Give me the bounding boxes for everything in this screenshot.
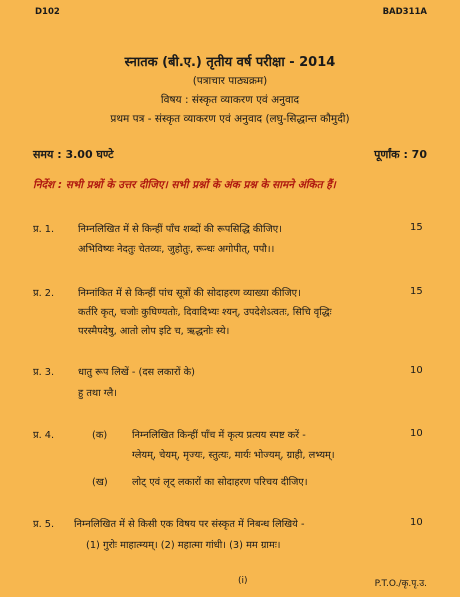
pto-label: P.T.O./कृ.पृ.उ. (374, 579, 427, 589)
page-number: (i) (238, 576, 248, 586)
question-text: (1) गुरोः माहात्म्यम्। (2) महात्मा गांधी। (3) मम ग्रामः। (86, 540, 281, 551)
question-text: धातु रूप लिखें - (दस लकारों के) (78, 367, 195, 378)
part-label: (ख) (92, 477, 108, 488)
question-text: कर्तरि कृत्, चजोः कुघिण्यतोः, दिवादिभ्यः श्यन्, उपदेशेऽत्वतः, सिचि वृद्धिः (78, 307, 332, 318)
paper-code-left: D102 (35, 7, 60, 17)
question-text: निम्नांकित में से किन्हीं पांच सूत्रों की सोदाहरण व्याख्या कीजिए। (78, 288, 301, 299)
question-number: प्र. 4. (33, 430, 55, 441)
question-marks: 10 (410, 365, 423, 376)
question-text: निम्नलिखित किन्हीं पाँच में कृत्य प्रत्यय स्पष्ट करें - (132, 430, 306, 441)
question-text: लोट् एवं लृट् लकारों का सोदाहरण परिचय दीजिए। (132, 477, 308, 488)
question-marks: 15 (410, 222, 423, 233)
exam-paper: प्रथम पत्र - संस्कृत व्याकरण एवं अनुवाद (लघु-सिद्धान्त कौमुदी) (110, 113, 350, 125)
exam-max-marks: पूर्णांक : 70 (374, 148, 427, 161)
question-text: अभिविष्यः नेदतुः चेतव्यः, जुहोतुः, रून्धः अगोपीत्, पपौ।। (78, 244, 275, 255)
question-marks: 10 (410, 517, 423, 528)
question-text: निम्नलिखित में से किसी एक विषय पर संस्कृत में निबन्ध लिखिये - (74, 519, 305, 530)
exam-course-type: (पत्राचार पाठ्यक्रम) (192, 75, 268, 87)
question-number: प्र. 1. (33, 224, 55, 235)
exam-title: स्नातक (बी.ए.) तृतीय वर्ष परीक्षा - 2014 (124, 55, 336, 70)
question-number: प्र. 3. (33, 367, 55, 378)
question-marks: 15 (410, 286, 423, 297)
question-text: निम्नलिखित में से किन्हीं पाँच शब्दों की रूपसिद्धि कीजिए। (78, 224, 282, 235)
question-text: ग्लेयम्, चेयम्, मृज्यः, स्तुत्यः, मार्यः भोज्यम्, ग्राही, लभ्यम्। (132, 450, 335, 461)
paper-code-right: BAD311A (382, 7, 427, 17)
question-text: परस्मैपदेषु, आतो लोप इटि च, ऋद्धनोः स्ये। (78, 326, 230, 337)
question-number: प्र. 2. (33, 288, 55, 299)
question-number: प्र. 5. (33, 519, 55, 530)
exam-time: समय : 3.00 घण्टे (33, 148, 114, 161)
part-label: (क) (92, 430, 108, 441)
exam-subject: विषय : संस्कृत व्याकरण एवं अनुवाद (160, 94, 300, 106)
question-text: हु तथा ग्लै। (78, 388, 117, 399)
question-marks: 10 (410, 428, 423, 439)
exam-instruction: निर्देश : सभी प्रश्नों के उत्तर दीजिए। सभी प्रश्नों के अंक प्रश्न के सामने अंकित हैं। (33, 179, 336, 191)
